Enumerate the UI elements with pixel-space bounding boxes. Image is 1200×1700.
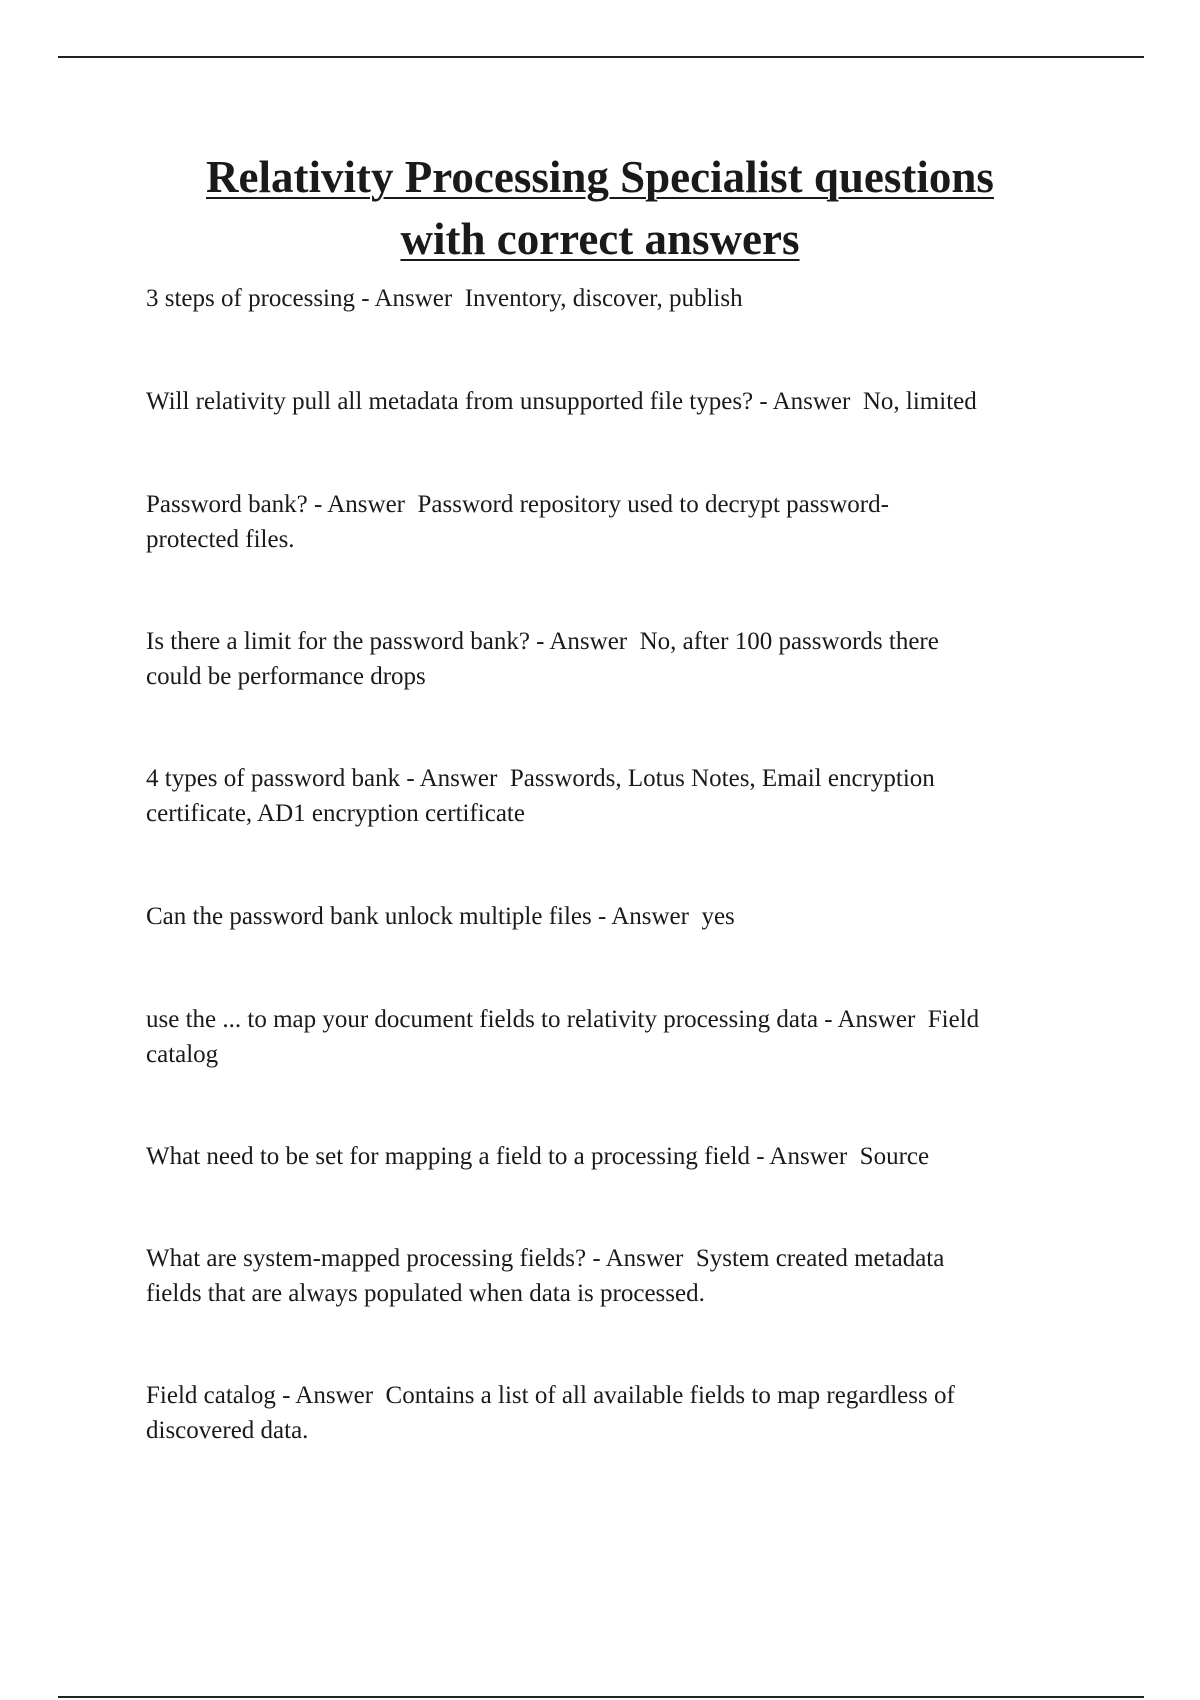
qa-item: Password bank? - Answer Password repository used to decrypt password- protected files. (146, 491, 889, 553)
title-line-1: Relativity Processing Specialist questions (206, 152, 994, 202)
qa-item: use the ... to map your document fields to relativity processing data - Answer Field catalog (146, 1006, 980, 1068)
qa-item: 4 types of password bank - Answer Passwords, Lotus Notes, Email encryption certificate, AD1 encryption certificate (146, 765, 935, 827)
qa-item: What need to be set for mapping a field to a processing field - Answer Source (146, 1143, 930, 1170)
qa-item: Field catalog - Answer Contains a list of all available fields to map regardless of discovered data. (146, 1382, 955, 1444)
qa-item: Can the password bank unlock multiple files - Answer yes (146, 903, 735, 930)
qa-item: Is there a limit for the password bank? - Answer No, after 100 passwords there could be performance drops (146, 628, 939, 690)
title-line-2: with correct answers (400, 214, 800, 264)
footer-rule (58, 1696, 1144, 1698)
qa-item: Will relativity pull all metadata from unsupported file types? - Answer No, limited (146, 388, 977, 415)
qa-item: What are system-mapped processing fields? - Answer System created metadata fields that are always populated when data is processed. (146, 1245, 945, 1307)
qa-item: 3 steps of processing - Answer Inventory, discover, publish (146, 285, 743, 312)
